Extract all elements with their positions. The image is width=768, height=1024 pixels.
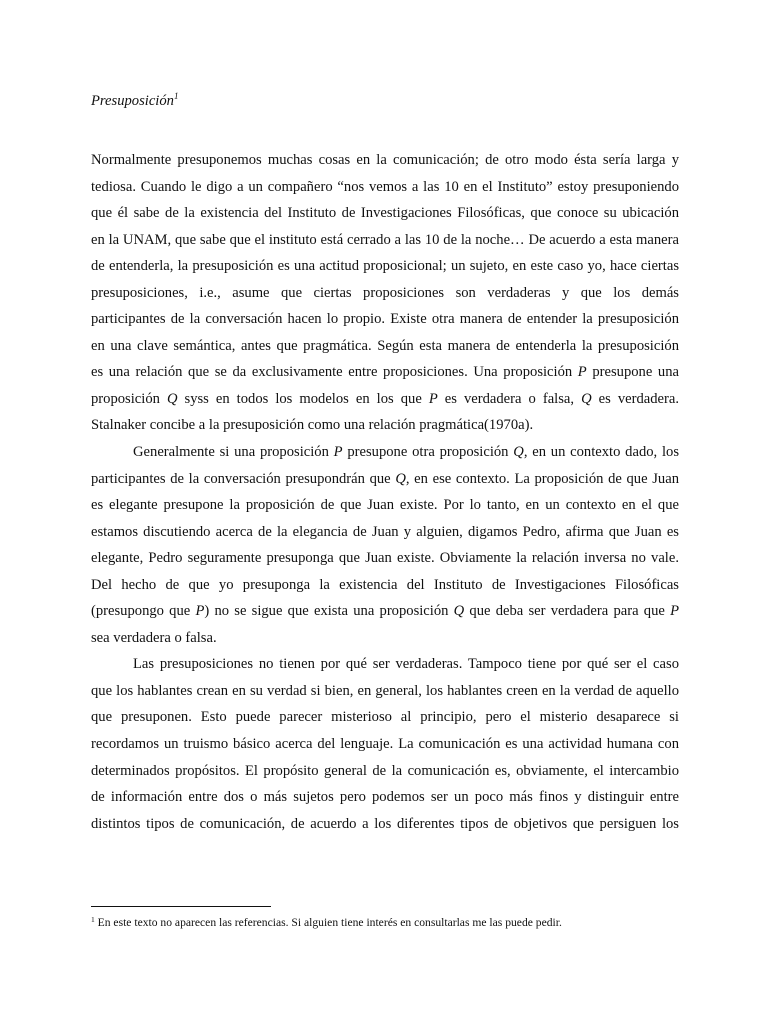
paragraph-line: recordamos un truismo básico acerca del lenguaje. La comunicación es una actividad humana con bbox=[91, 736, 679, 753]
footnote-marker: 1 bbox=[91, 915, 95, 924]
footnote-separator bbox=[91, 906, 271, 907]
paragraph-line: Las presuposiciones no tienen por qué ser verdaderas. Tampoco tiene por qué ser el caso bbox=[133, 656, 679, 673]
paragraph-line: es una relación que se da exclusivamente entre proposiciones. Una proposición P presupone una bbox=[91, 364, 679, 381]
footnote bbox=[91, 915, 562, 932]
paragraph-line: de entenderla, la presuposición es una actitud proposicional; un sujeto, en este caso yo, hace ciertas bbox=[91, 258, 679, 275]
paragraph bbox=[91, 439, 679, 651]
paragraph-line: Del hecho de que yo presuponga la existencia del Instituto de Investigaciones Filosóficas bbox=[91, 576, 679, 593]
paragraph-line: distintos tipos de comunicación, de acuerdo a los diferentes tipos de objetivos que persiguen los bbox=[91, 815, 679, 832]
paragraph-line: proposición Q syss en todos los modelos en los que P es verdadera o falsa, Q es verdadera. bbox=[91, 390, 679, 407]
paragraph-line: sea verdadera o falsa. bbox=[91, 629, 217, 646]
paragraph-line: determinados propósitos. El propósito general de la comunicación es, obviamente, el intercambio bbox=[91, 762, 679, 779]
paragraph-line: estamos discutiendo acerca de la elegancia de Juan y alguien, digamos Pedro, afirma que Juan es bbox=[91, 523, 679, 540]
document-page bbox=[91, 0, 679, 1024]
document-title bbox=[91, 91, 178, 112]
title-footnote-marker: 1 bbox=[173, 91, 179, 101]
paragraph-line: (presupongo que P) no se sigue que exista una proposición Q que deba ser verdadera para que P bbox=[91, 603, 679, 620]
paragraph-line: es elegante presupone la proposición de que Juan existe. Por lo tanto, en un contexto en el que bbox=[91, 497, 679, 514]
paragraph-line: participantes de la conversación hacen lo propio. Existe otra manera de entender la presuposición bbox=[91, 311, 679, 328]
paragraph-line: participantes de la conversación presupondrán que Q, en ese contexto. La proposición de que Juan bbox=[91, 470, 679, 487]
paragraph-line: tediosa. Cuando le digo a un compañero “nos vemos a las 10 en el Instituto” estoy presuponiendo bbox=[91, 178, 679, 195]
paragraph-line: en una clave semántica, antes que pragmática. Según esta manera de entenderla la presuposición bbox=[91, 337, 679, 354]
paragraph-line: elegante, Pedro seguramente presuponga que Juan existe. Obviamente la relación inversa no vale. bbox=[91, 550, 679, 567]
footnote-text: En este texto no aparecen las referencias. Si alguien tiene interés en consultarlas me las puede pedir. bbox=[97, 916, 562, 929]
paragraph-line: que él sabe de la existencia del Instituto de Investigaciones Filosóficas, que conoce su ubicación bbox=[91, 205, 679, 222]
paragraph-line: de información entre dos o más sujetos pero podemos ser un poco más finos y distinguir entre bbox=[91, 789, 679, 806]
body-text bbox=[91, 147, 679, 837]
paragraph-line: Normalmente presuponemos muchas cosas en la comunicación; de otro modo ésta sería larga y bbox=[91, 152, 679, 168]
title-text: Presuposición bbox=[91, 93, 174, 109]
paragraph-line: presuposiciones, i.e., asume que ciertas proposiciones son verdaderas y que los demás bbox=[91, 284, 679, 301]
paragraph-line: en la UNAM, que sabe que el instituto está cerrado a las 10 de la noche… De acuerdo a esta manera bbox=[91, 231, 679, 248]
paragraph-line: Stalnaker concibe a la presuposición como una relación pragmática(1970a). bbox=[91, 417, 534, 434]
paragraph-line: Generalmente si una proposición P presupone otra proposición Q, en un contexto dado, los bbox=[133, 444, 680, 461]
paragraph bbox=[91, 147, 679, 439]
paragraph-line: que los hablantes crean en su verdad si bien, en general, los hablantes creen en la verdad de aquello bbox=[91, 682, 679, 699]
paragraph-line: que presuponen. Esto puede parecer misterioso al principio, pero el misterio desaparece si bbox=[91, 709, 679, 726]
paragraph bbox=[91, 651, 679, 837]
